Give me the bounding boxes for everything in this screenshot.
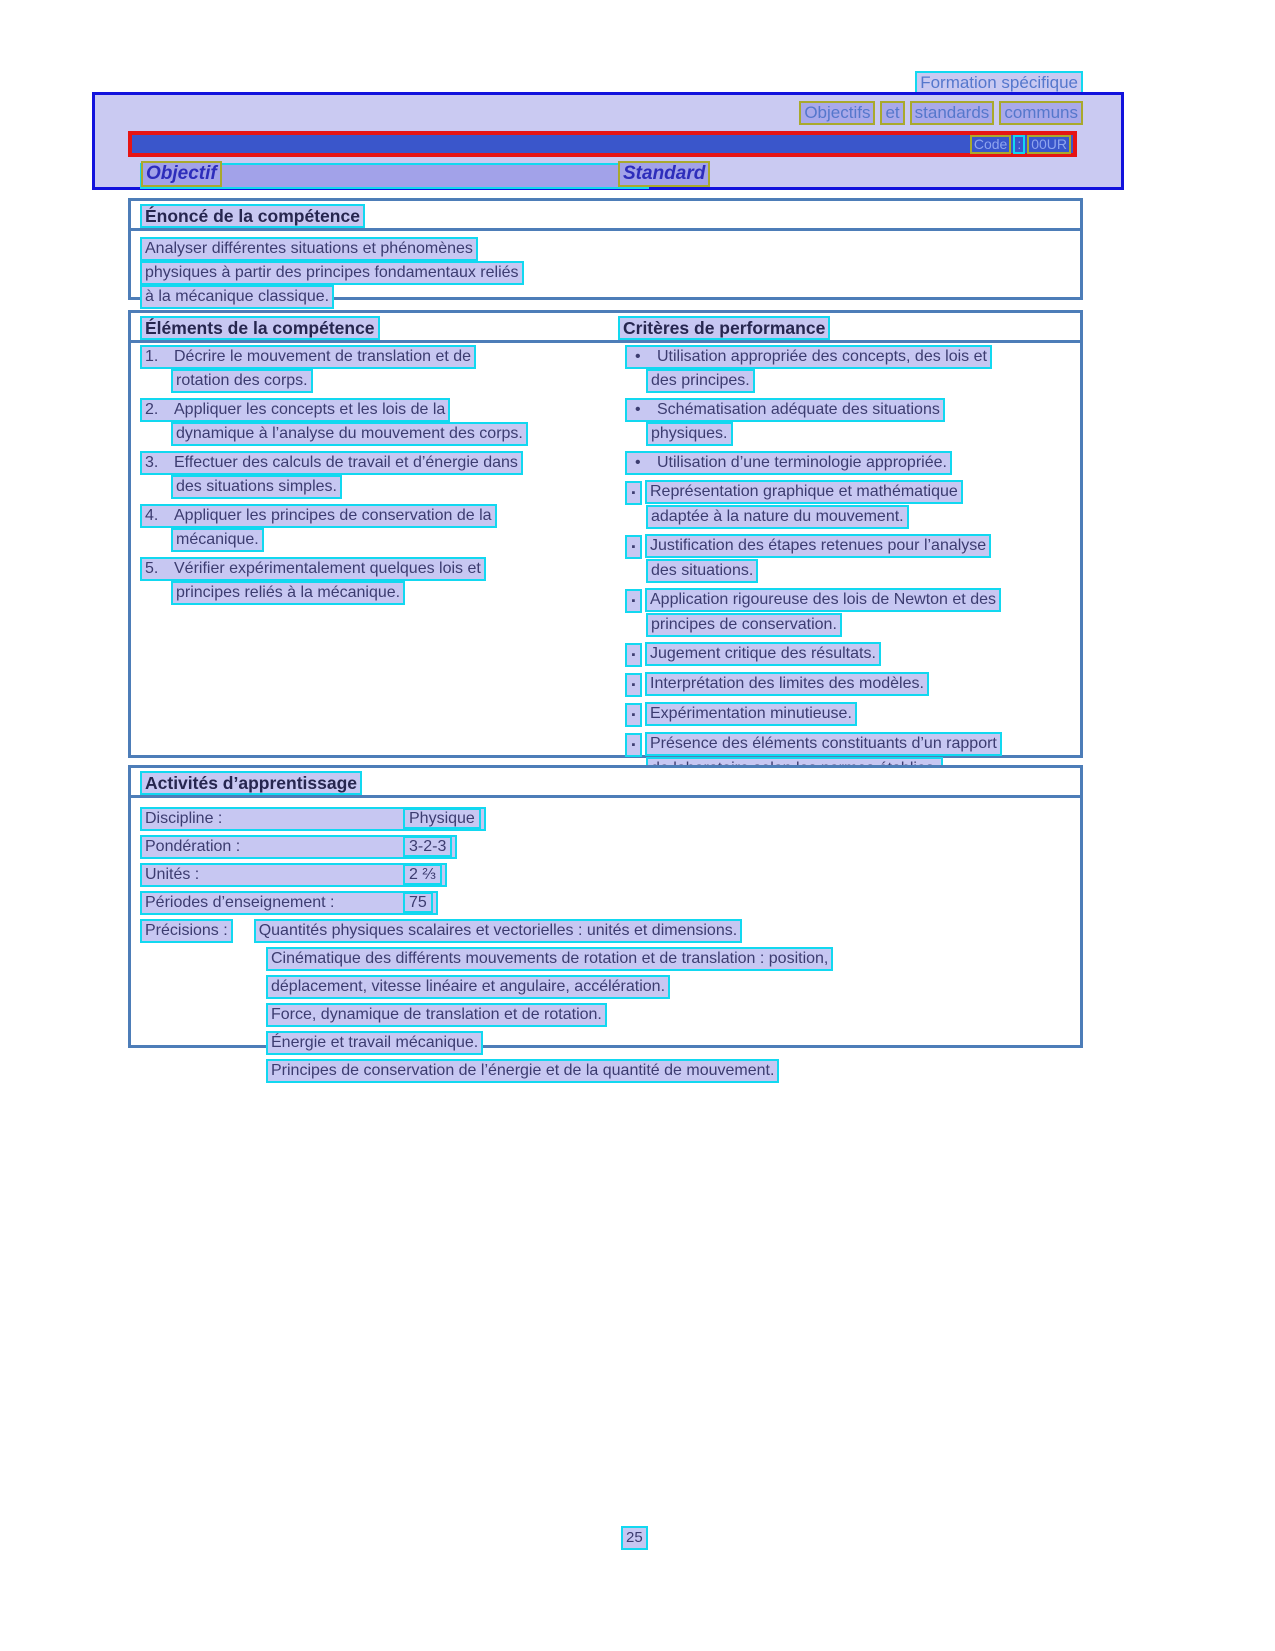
critere-line-band bbox=[625, 398, 945, 422]
element-line bbox=[140, 528, 612, 552]
bullet-square-icon: ▪ bbox=[625, 733, 642, 757]
element-text: principes reliés à la mécanique. bbox=[176, 584, 401, 601]
activites-rows bbox=[131, 798, 1080, 915]
critere-line-band: principes de conservation. bbox=[646, 613, 842, 637]
critere-text: Utilisation appropriée des concepts, des lois et bbox=[657, 348, 987, 365]
precision-line bbox=[140, 974, 1080, 999]
critere-line bbox=[625, 732, 1076, 757]
item-number: 4. bbox=[145, 507, 159, 524]
field-label: Pondération : bbox=[145, 838, 241, 855]
page-number: 25 bbox=[621, 1526, 648, 1550]
activites-row-band bbox=[140, 891, 438, 915]
code-text: Code bbox=[970, 135, 1011, 154]
standard-column-title: Standard bbox=[618, 161, 710, 187]
precision-line-band: Principes de conservation de l’énergie et de la quantité de mouvement. bbox=[266, 1059, 779, 1083]
element-line-band bbox=[171, 369, 313, 393]
enonce-table bbox=[128, 198, 1083, 305]
critere-line bbox=[625, 613, 1076, 637]
element-text: Appliquer les principes de conservation de la bbox=[174, 507, 492, 524]
competence-header bbox=[131, 313, 1080, 343]
critere-line bbox=[625, 559, 1076, 583]
item-number: 1. bbox=[145, 348, 159, 365]
activites-header bbox=[131, 768, 1080, 798]
enonce-line bbox=[140, 237, 1080, 261]
bullet-dot-icon: • bbox=[635, 348, 641, 365]
element-item bbox=[140, 451, 612, 499]
element-text: Effectuer des calculs de travail et d’énergie dans bbox=[174, 454, 518, 471]
critere-line-band bbox=[625, 345, 992, 369]
element-line-band bbox=[171, 528, 264, 552]
element-line-band bbox=[140, 451, 523, 475]
element-item bbox=[140, 345, 612, 393]
critere-line bbox=[625, 588, 1076, 613]
element-line bbox=[140, 504, 612, 528]
critere-line-band: physiques. bbox=[646, 422, 733, 446]
precisions-block bbox=[131, 918, 1080, 1083]
bullet-square-icon: ▪ bbox=[625, 643, 642, 667]
element-text: mécanique. bbox=[176, 531, 259, 548]
precision-line-band: déplacement, vitesse linéaire et angulaire, accélération. bbox=[266, 975, 670, 999]
enonce-body bbox=[131, 231, 1080, 309]
code-separator: : bbox=[1013, 135, 1025, 154]
precisions-label: Précisions : bbox=[140, 919, 233, 943]
subtitle-word: communs bbox=[999, 101, 1083, 125]
enonce-title: Énoncé de la compétence bbox=[140, 204, 365, 228]
kicker-text: Formation spécifique bbox=[915, 71, 1083, 95]
critere-text: Utilisation d’une terminologie appropriée. bbox=[657, 454, 947, 471]
element-line bbox=[140, 422, 612, 446]
activites-row bbox=[140, 862, 1080, 887]
field-value: 3-2-3 bbox=[403, 836, 452, 857]
bullet-square-icon: ▪ bbox=[625, 535, 642, 559]
enonce-header bbox=[131, 201, 1080, 231]
element-line bbox=[140, 451, 612, 475]
critere-line-band: des situations. bbox=[646, 559, 758, 583]
enonce-line-band: à la mécanique classique. bbox=[140, 285, 334, 309]
critere-item bbox=[618, 451, 1076, 475]
precision-line-band: Quantités physiques scalaires et vectorielles : unités et dimensions. bbox=[254, 919, 742, 943]
precision-line-band: Force, dynamique de translation et de rotation. bbox=[266, 1003, 607, 1027]
activites-table bbox=[128, 765, 1083, 1079]
critere-line-band: Représentation graphique et mathématique bbox=[645, 480, 963, 504]
critere-line bbox=[625, 422, 1076, 446]
critere-line bbox=[625, 398, 1076, 422]
precision-line bbox=[140, 946, 1080, 971]
critere-item bbox=[618, 702, 1076, 727]
subtitle-word: et bbox=[880, 101, 904, 125]
bullet-square-icon: ▪ bbox=[625, 673, 642, 697]
subtitle-word: standards bbox=[910, 101, 995, 125]
critere-line-band: Présence des éléments constituants d’un rapport bbox=[645, 732, 1002, 756]
precision-line-band: Cinématique des différents mouvements de rotation et de translation : position, bbox=[266, 947, 833, 971]
critere-line bbox=[625, 534, 1076, 559]
element-line bbox=[140, 557, 612, 581]
field-value: 2 ⅔ bbox=[403, 864, 442, 885]
precision-line bbox=[140, 1030, 1080, 1055]
element-line bbox=[140, 475, 612, 499]
item-number: 5. bbox=[145, 560, 159, 577]
bullet-dot-icon: • bbox=[635, 401, 641, 418]
criteres-column bbox=[618, 345, 1076, 786]
competence-table bbox=[128, 310, 1083, 758]
critere-line-band: Interprétation des limites des modèles. bbox=[645, 672, 929, 696]
subtitle-word: Objectifs bbox=[799, 101, 875, 125]
enonce-line-band: physiques à partir des principes fondamentaux reliés bbox=[140, 261, 524, 285]
element-line-band bbox=[171, 422, 528, 446]
code-bar bbox=[128, 131, 1077, 157]
field-label: Périodes d’enseignement : bbox=[145, 894, 335, 911]
enonce-line-band: Analyser différentes situations et phénomènes bbox=[140, 237, 478, 261]
bullet-square-icon: ▪ bbox=[625, 589, 642, 613]
critere-line bbox=[625, 702, 1076, 727]
subtitle bbox=[794, 101, 1083, 125]
critere-line-band: adaptée à la nature du mouvement. bbox=[646, 505, 909, 529]
bullet-dot-icon: • bbox=[635, 454, 641, 471]
critere-item bbox=[618, 588, 1076, 637]
critere-line bbox=[625, 505, 1076, 529]
element-item bbox=[140, 398, 612, 446]
element-text: dynamique à l’analyse du mouvement des corps. bbox=[176, 425, 523, 442]
critere-line-band: Jugement critique des résultats. bbox=[645, 642, 881, 666]
critere-line bbox=[625, 369, 1076, 393]
element-line-band bbox=[140, 345, 476, 369]
element-line-band bbox=[140, 398, 450, 422]
critere-line-band: des principes. bbox=[646, 369, 755, 393]
title-panel bbox=[92, 92, 1124, 190]
critere-line bbox=[625, 451, 1076, 475]
activites-row-band bbox=[140, 835, 457, 859]
element-text: Appliquer les concepts et les lois de la bbox=[174, 401, 446, 418]
enonce-line bbox=[140, 285, 1080, 309]
field-value: Physique bbox=[403, 808, 481, 829]
activites-title: Activités d’apprentissage bbox=[140, 771, 362, 795]
elements-column bbox=[140, 345, 612, 610]
activites-row-band bbox=[140, 863, 447, 887]
activites-row bbox=[140, 806, 1080, 831]
critere-line bbox=[625, 480, 1076, 505]
element-item bbox=[140, 504, 612, 552]
element-line bbox=[140, 581, 612, 605]
activites-row bbox=[140, 890, 1080, 915]
precision-line bbox=[140, 1058, 1080, 1083]
critere-line bbox=[625, 345, 1076, 369]
element-text: Décrire le mouvement de translation et de bbox=[174, 348, 472, 365]
element-item bbox=[140, 557, 612, 605]
critere-item bbox=[618, 642, 1076, 667]
critere-line bbox=[625, 642, 1076, 667]
bullet-square-icon: ▪ bbox=[625, 481, 642, 505]
element-text: rotation des corps. bbox=[176, 372, 308, 389]
element-line bbox=[140, 369, 612, 393]
element-line-band bbox=[171, 581, 405, 605]
precision-line-band: Énergie et travail mécanique. bbox=[266, 1031, 483, 1055]
critere-text: Schématisation adéquate des situations bbox=[657, 401, 940, 418]
field-value: 75 bbox=[403, 892, 433, 913]
critere-item bbox=[618, 398, 1076, 446]
item-number: 3. bbox=[145, 454, 159, 471]
precision-line bbox=[140, 1002, 1080, 1027]
bullet-square-icon: ▪ bbox=[625, 703, 642, 727]
field-label: Unités : bbox=[145, 866, 200, 883]
element-text: des situations simples. bbox=[176, 478, 337, 495]
critere-line-band: Justification des étapes retenues pour l’analyse bbox=[645, 534, 991, 558]
element-line-band bbox=[140, 504, 497, 528]
precision-line bbox=[140, 918, 1080, 943]
critere-line-band: Expérimentation minutieuse. bbox=[645, 702, 857, 726]
criteres-title: Critères de performance bbox=[618, 316, 830, 340]
objectif-column-title: Objectif bbox=[141, 161, 222, 187]
item-number: 2. bbox=[145, 401, 159, 418]
critere-item bbox=[618, 345, 1076, 393]
activites-row-band bbox=[140, 807, 486, 831]
element-line bbox=[140, 398, 612, 422]
critere-item bbox=[618, 480, 1076, 529]
critere-line-band bbox=[625, 451, 952, 475]
element-line bbox=[140, 345, 612, 369]
element-line-band bbox=[140, 557, 486, 581]
element-text: Vérifier expérimentalement quelques lois et bbox=[174, 560, 481, 577]
activites-row bbox=[140, 834, 1080, 859]
critere-item bbox=[618, 534, 1076, 583]
critere-item bbox=[618, 672, 1076, 697]
code-text: 00UR bbox=[1027, 135, 1071, 154]
field-label: Discipline : bbox=[145, 810, 223, 827]
enonce-line bbox=[140, 261, 1080, 285]
critere-line bbox=[625, 672, 1076, 697]
critere-line-band: Application rigoureuse des lois de Newton et des bbox=[645, 588, 1001, 612]
elements-title: Éléments de la compétence bbox=[140, 316, 380, 340]
element-line-band bbox=[171, 475, 342, 499]
